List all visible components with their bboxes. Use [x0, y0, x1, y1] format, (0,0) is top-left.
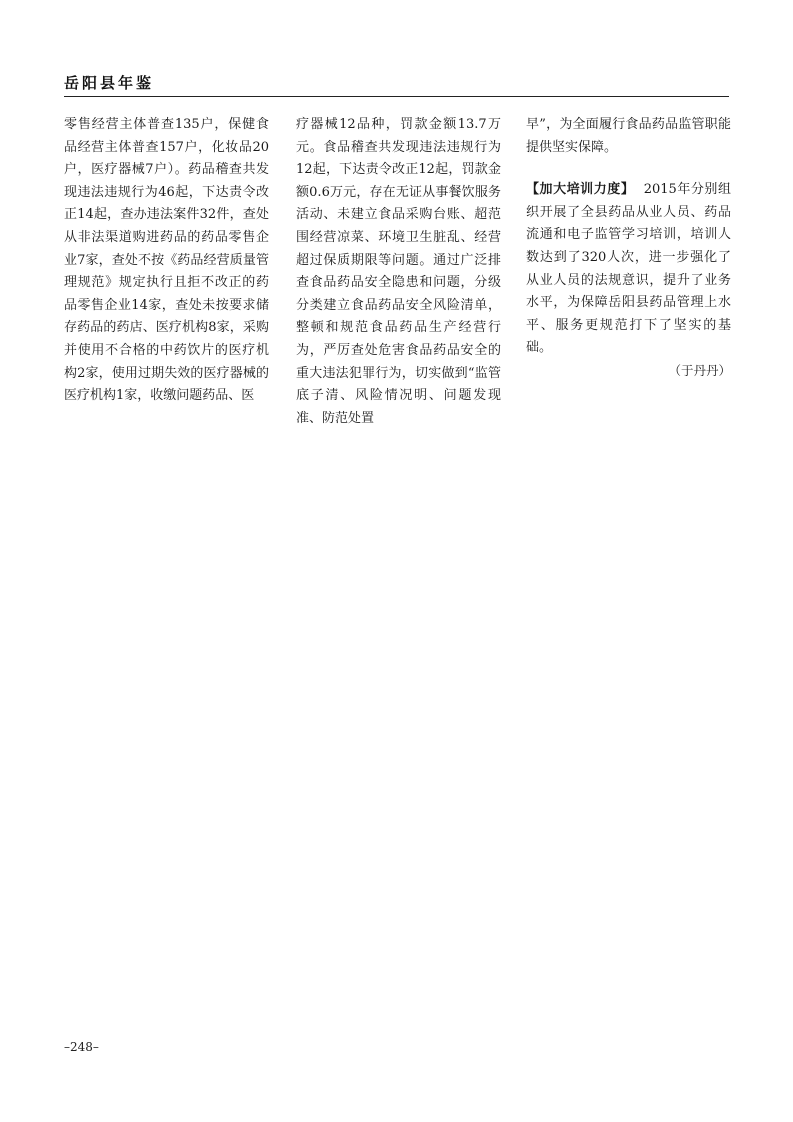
- yearbook-title: 岳阳县年鉴: [64, 74, 155, 92]
- paragraph-col1: 零售经营主体普查135户，保健食品经营主体普查157户，化妆品20户，医疗器械7户）。药品稽查共发现违法违规行为46起，下达责令改正14起，查办违法案件32件，查处从非法渠道购进药品的药品零售企业7家，查处不按《药品经营质量管理规范》规定执行且拒不改正的药品零售企业14家，查处未按要求储存药品的药店、医疗机构8家，采购并使用不合格的中药饮片的医疗机构2家，使用过期失效的医疗器械的医疗机构1家，收缴问题药品、医: [64, 117, 269, 404]
- text-column-3: [526, 114, 731, 383]
- text-column-1: [64, 114, 269, 408]
- paragraph-col2: 疗器械12品种，罚款金额13.7万元。食品稽查共发现违法违规行为12起，下达责令改正12起，罚款金额0.6万元，存在无证从事餐饮服务活动、未建立食品采购台账、超范围经营凉菜、环境卫生脏乱、经营超过保质期限等问题。通过广泛排查食品药品安全隐患和问题，分级分类建立食品药品安全风险清单，整顿和规范食品药品生产经营行为，严厉查处危害食品药品安全的重大违法犯罪行为，切实做到“监管底子清、风险情况明、问题发现准、防范处置: [296, 117, 501, 426]
- paragraph-col3-continued: 早”，为全面履行食品药品监管职能提供坚实保障。: [526, 117, 731, 155]
- section-heading: 【加大培训力度】: [526, 182, 635, 198]
- text-column-2: [296, 114, 501, 430]
- section-training: [526, 179, 731, 360]
- paragraph-spacer: [526, 159, 731, 179]
- section-body: 2015年分别组织开展了全县药品从业人员、药品流通和电子监管学习培训，培训人数达到了320人次，进一步强化了从业人员的法规意识，提升了业务水平，为保障岳阳县药品管理上水平、服务更规范打下了坚实的基础。: [526, 182, 731, 356]
- header-divider: [64, 96, 729, 97]
- page-number: –248–: [64, 1040, 99, 1054]
- author-credit: （于丹丹）: [668, 362, 731, 378]
